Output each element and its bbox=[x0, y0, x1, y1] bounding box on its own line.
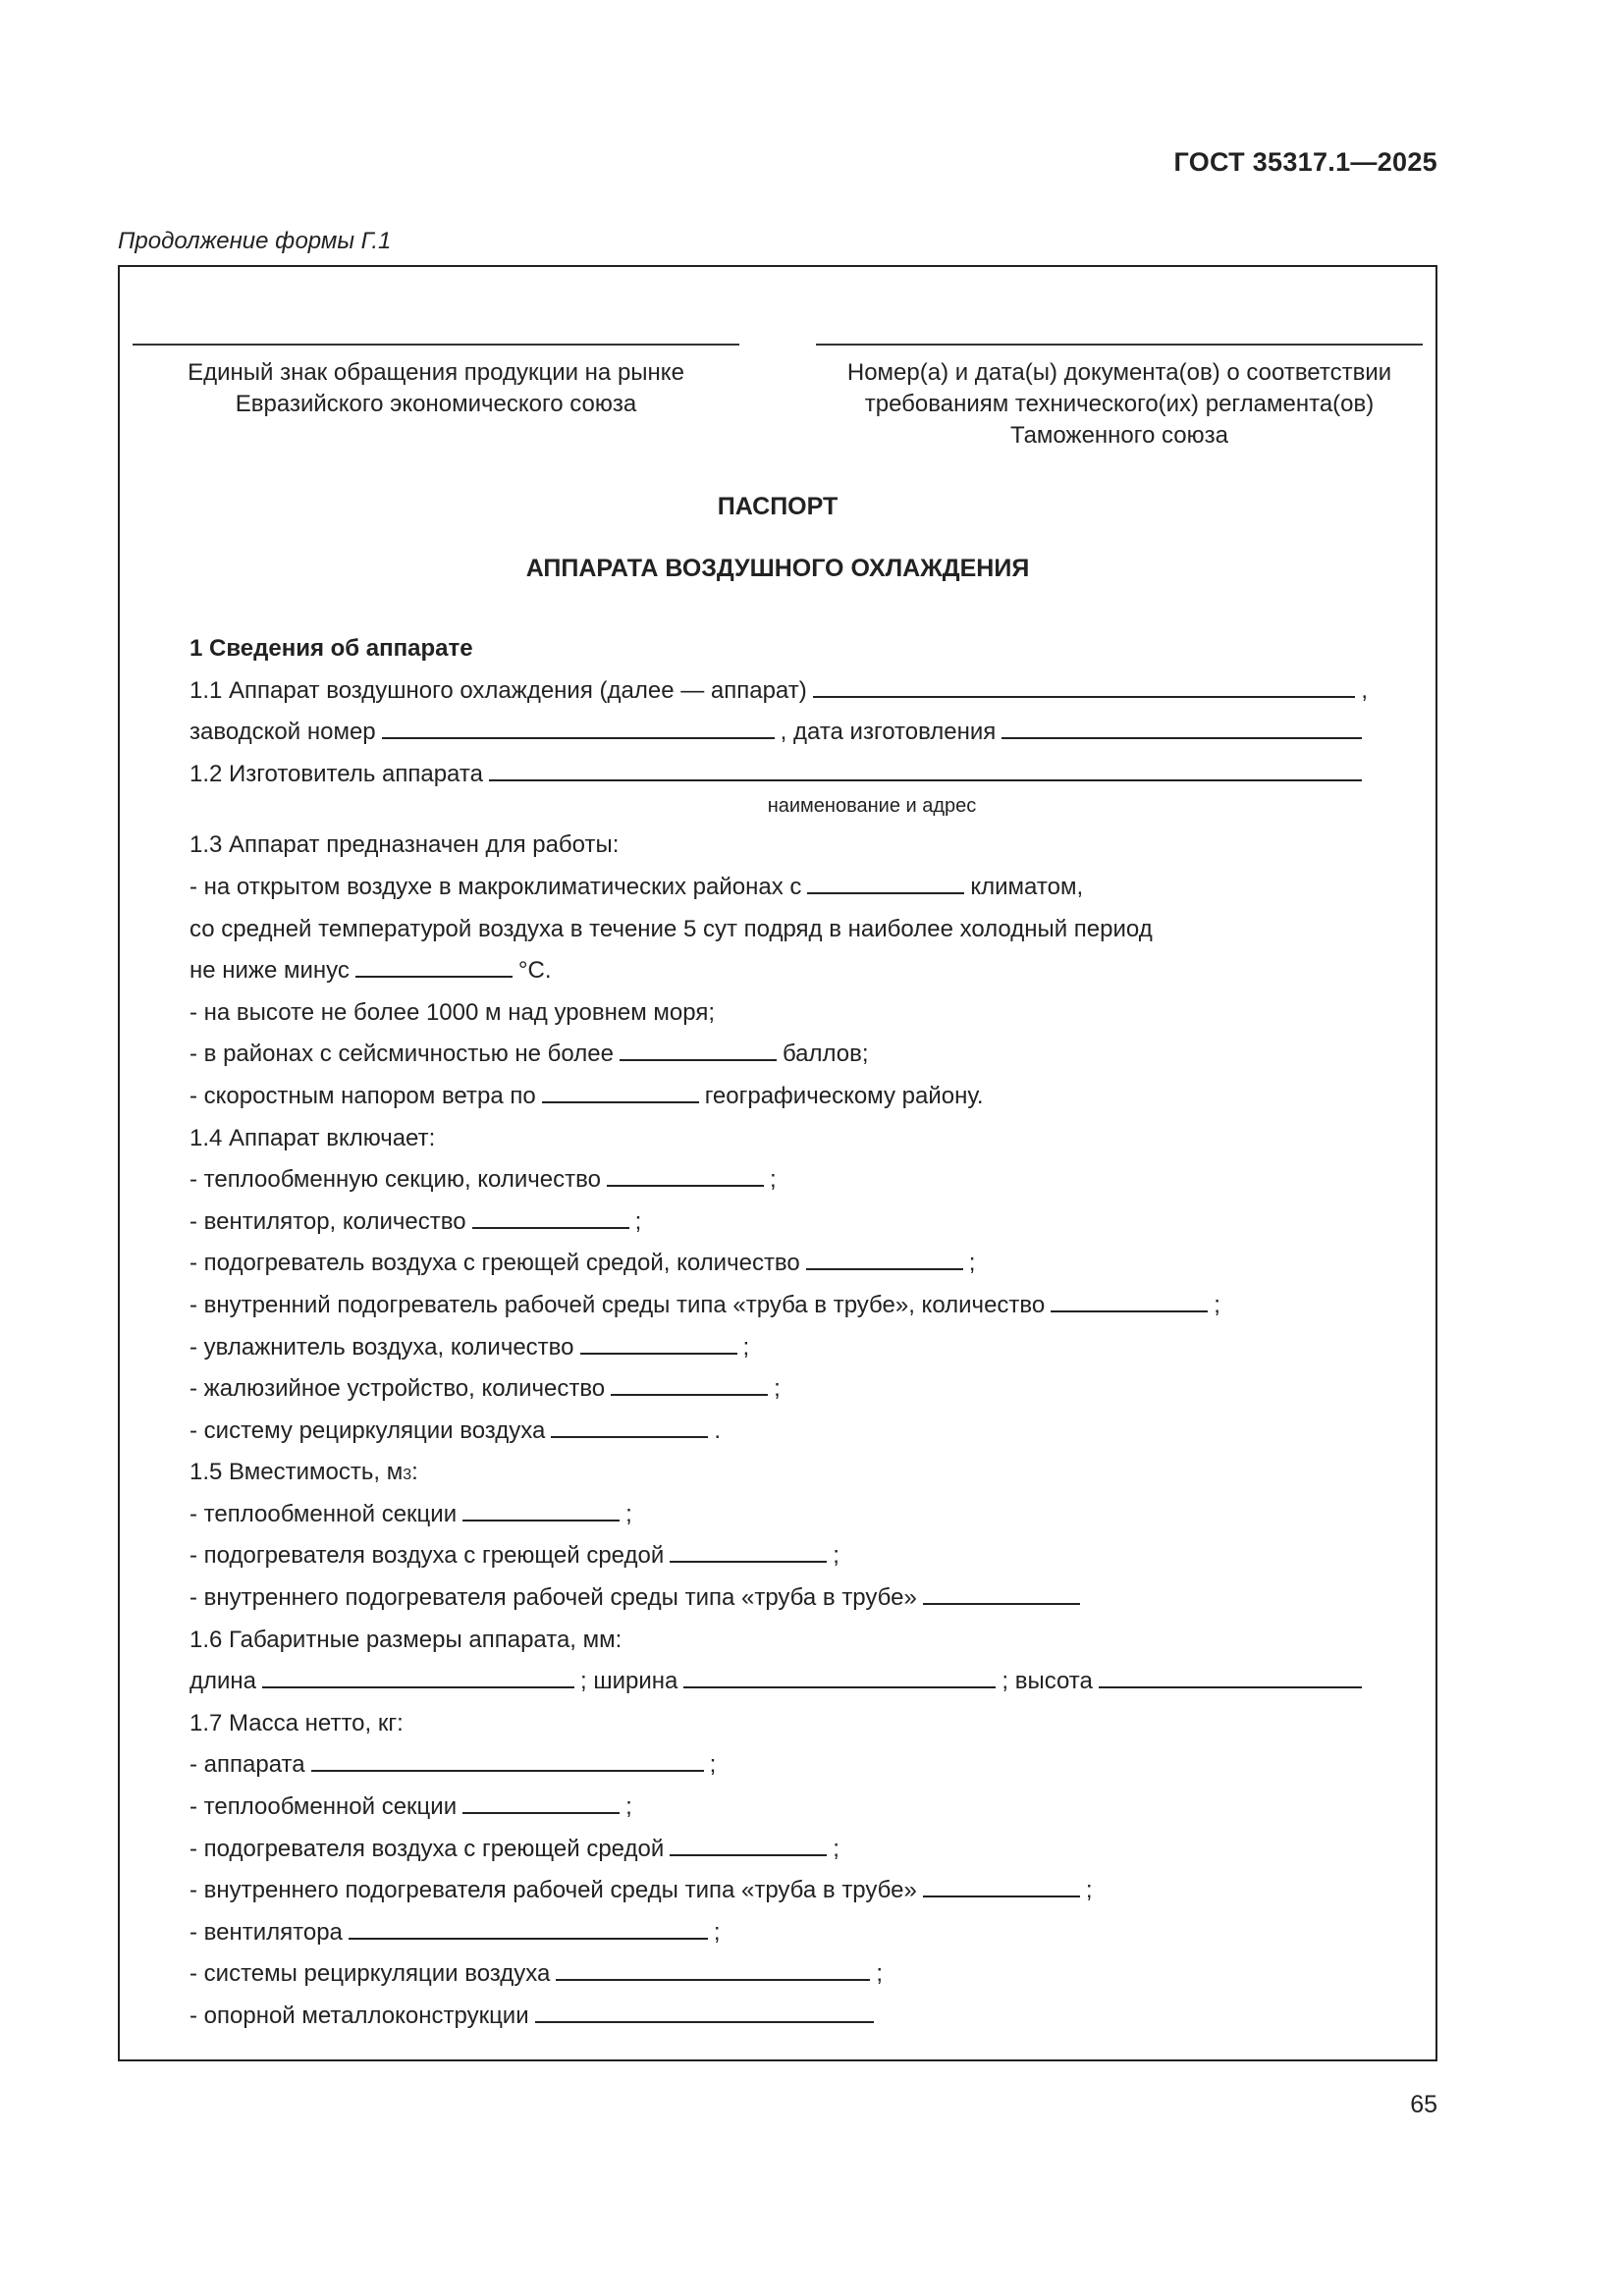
includes-recirculation: - систему рециркуляции воздуха . bbox=[189, 1411, 1368, 1453]
manufacture-date-field[interactable] bbox=[1001, 716, 1362, 739]
page-number: 65 bbox=[1410, 2091, 1437, 2118]
item-1-6: 1.6 Габаритные размеры аппарата, мм: bbox=[189, 1626, 623, 1653]
mass-heat-exchange: - теплообменной секции ; bbox=[189, 1787, 1368, 1829]
wind-line: - скоростным напором ветра по географическому району. bbox=[189, 1076, 1368, 1118]
min-temperature-line: не ниже минус °С. bbox=[189, 950, 1368, 992]
height-field[interactable] bbox=[1099, 1665, 1362, 1688]
volume-pipe-heater-field[interactable] bbox=[923, 1581, 1080, 1605]
conformity-doc-block bbox=[816, 344, 1423, 452]
seismic-line: - в районах с сейсмичностью не более баллов; bbox=[189, 1034, 1368, 1076]
mass-air-heater: - подогревателя воздуха с греющей средой ; bbox=[189, 1829, 1368, 1871]
eac-mark-field[interactable] bbox=[133, 344, 739, 357]
volume-pipe-heater: - внутреннего подогревателя рабочей среды типа «труба в трубе» bbox=[189, 1577, 1368, 1620]
conformity-doc-caption-2: требованиям технического(их) регламента(ов) bbox=[864, 391, 1375, 417]
eac-mark-caption-2: Евразийского экономического союза bbox=[235, 391, 637, 417]
mass-support-structure-field[interactable] bbox=[535, 2000, 874, 2023]
humidifier-count-field[interactable] bbox=[580, 1331, 737, 1355]
mass-recirculation-field[interactable] bbox=[556, 1957, 870, 1981]
volume-heat-exchange: - теплообменной секции ; bbox=[189, 1494, 1368, 1536]
mass-heat-exchange-field[interactable] bbox=[462, 1790, 620, 1814]
conformity-doc-caption-3: Таможенного союза bbox=[1010, 422, 1228, 449]
includes-fan: - вентилятор, количество ; bbox=[189, 1201, 1368, 1244]
air-heater-count-field[interactable] bbox=[806, 1247, 963, 1270]
item-1-2: 1.2 Изготовитель аппарата bbox=[189, 754, 1368, 796]
dimensions-line: длина ; ширина ; высота bbox=[189, 1661, 1368, 1703]
passport-title: ПАСПОРТ bbox=[717, 493, 839, 520]
mass-pipe-heater: - внутреннего подогревателя рабочей среды типа «труба в трубе» ; bbox=[189, 1870, 1368, 1912]
section-apparatus-info bbox=[189, 628, 1368, 2038]
mass-apparatus: - аппарата ; bbox=[189, 1744, 1368, 1787]
conformity-doc-caption-1: Номер(а) и дата(ы) документа(ов) о соответствии bbox=[846, 359, 1392, 386]
includes-humidifier: - увлажнитель воздуха, количество ; bbox=[189, 1327, 1368, 1369]
wind-region-field[interactable] bbox=[542, 1080, 699, 1103]
item-1-5: 1.5 Вместимость, м 3 : bbox=[189, 1459, 418, 1486]
altitude-line: - на высоте не более 1000 м над уровнем моря; bbox=[189, 998, 715, 1026]
signature-blocks bbox=[133, 344, 1423, 452]
mass-recirculation: - системы рециркуляции воздуха ; bbox=[189, 1953, 1368, 1996]
passport-subtitle: АППАРАТА ВОЗДУШНОГО ОХЛАЖДЕНИЯ bbox=[525, 555, 1030, 582]
eac-mark-block bbox=[133, 344, 739, 452]
volume-heat-exchange-field[interactable] bbox=[462, 1498, 620, 1522]
fan-count-field[interactable] bbox=[472, 1205, 629, 1229]
min-temperature-field[interactable] bbox=[355, 954, 513, 978]
apparatus-type-field[interactable] bbox=[813, 674, 1356, 698]
section-heading: 1 Сведения об аппарате bbox=[189, 635, 473, 662]
serial-date-line: заводской номер , дата изготовления bbox=[189, 712, 1368, 754]
length-field[interactable] bbox=[262, 1665, 574, 1688]
climate-line: - на открытом воздухе в макроклиматических районах с климатом, bbox=[189, 867, 1368, 909]
pipe-heater-count-field[interactable] bbox=[1051, 1289, 1208, 1312]
manufacturer-field[interactable] bbox=[489, 758, 1362, 781]
item-1-7: 1.7 Масса нетто, кг: bbox=[189, 1709, 404, 1736]
width-field[interactable] bbox=[683, 1665, 996, 1688]
includes-pipe-heater: - внутренний подогреватель рабочей среды типа «труба в трубе», количество ; bbox=[189, 1285, 1368, 1327]
conformity-doc-field[interactable] bbox=[816, 344, 1423, 357]
includes-air-heater: - подогреватель воздуха с греющей средой, количество ; bbox=[189, 1243, 1368, 1285]
volume-air-heater: - подогревателя воздуха с греющей средой ; bbox=[189, 1535, 1368, 1577]
recirculation-field[interactable] bbox=[551, 1415, 708, 1438]
includes-louver: - жалюзийное устройство, количество ; bbox=[189, 1368, 1368, 1411]
volume-air-heater-field[interactable] bbox=[670, 1539, 827, 1563]
mass-pipe-heater-field[interactable] bbox=[923, 1874, 1080, 1897]
item-1-4: 1.4 Аппарат включает: bbox=[189, 1124, 436, 1151]
seismic-field[interactable] bbox=[620, 1038, 777, 1061]
louver-count-field[interactable] bbox=[611, 1372, 768, 1396]
item-1-1: 1.1 Аппарат воздушного охлаждения (далее — аппарат) , bbox=[189, 670, 1368, 713]
eac-mark-caption-1: Единый знак обращения продукции на рынке bbox=[188, 359, 684, 386]
mass-fan-field[interactable] bbox=[349, 1916, 708, 1940]
serial-number-field[interactable] bbox=[382, 716, 775, 739]
climate-field[interactable] bbox=[807, 871, 964, 894]
mass-apparatus-field[interactable] bbox=[311, 1748, 704, 1772]
manufacturer-caption: наименование и адрес bbox=[767, 795, 977, 818]
item-1-3: 1.3 Аппарат предназначен для работы: bbox=[189, 831, 620, 859]
form-continuation-label: Продолжение формы Г.1 bbox=[118, 228, 392, 254]
mass-air-heater-field[interactable] bbox=[670, 1833, 827, 1856]
passport-form-frame bbox=[118, 265, 1437, 2061]
mass-support-structure: - опорной металлоконструкции bbox=[189, 1996, 1368, 2038]
standard-code: ГОСТ 35317.1—2025 bbox=[1173, 147, 1437, 177]
heat-exchange-count-field[interactable] bbox=[607, 1163, 764, 1187]
mass-fan: - вентилятора ; bbox=[189, 1912, 1368, 1954]
includes-heat-exchange: - теплообменную секцию, количество ; bbox=[189, 1159, 1368, 1201]
climate-continuation: со средней температурой воздуха в течение 5 сут подряд в наиболее холодный период bbox=[189, 915, 1153, 942]
